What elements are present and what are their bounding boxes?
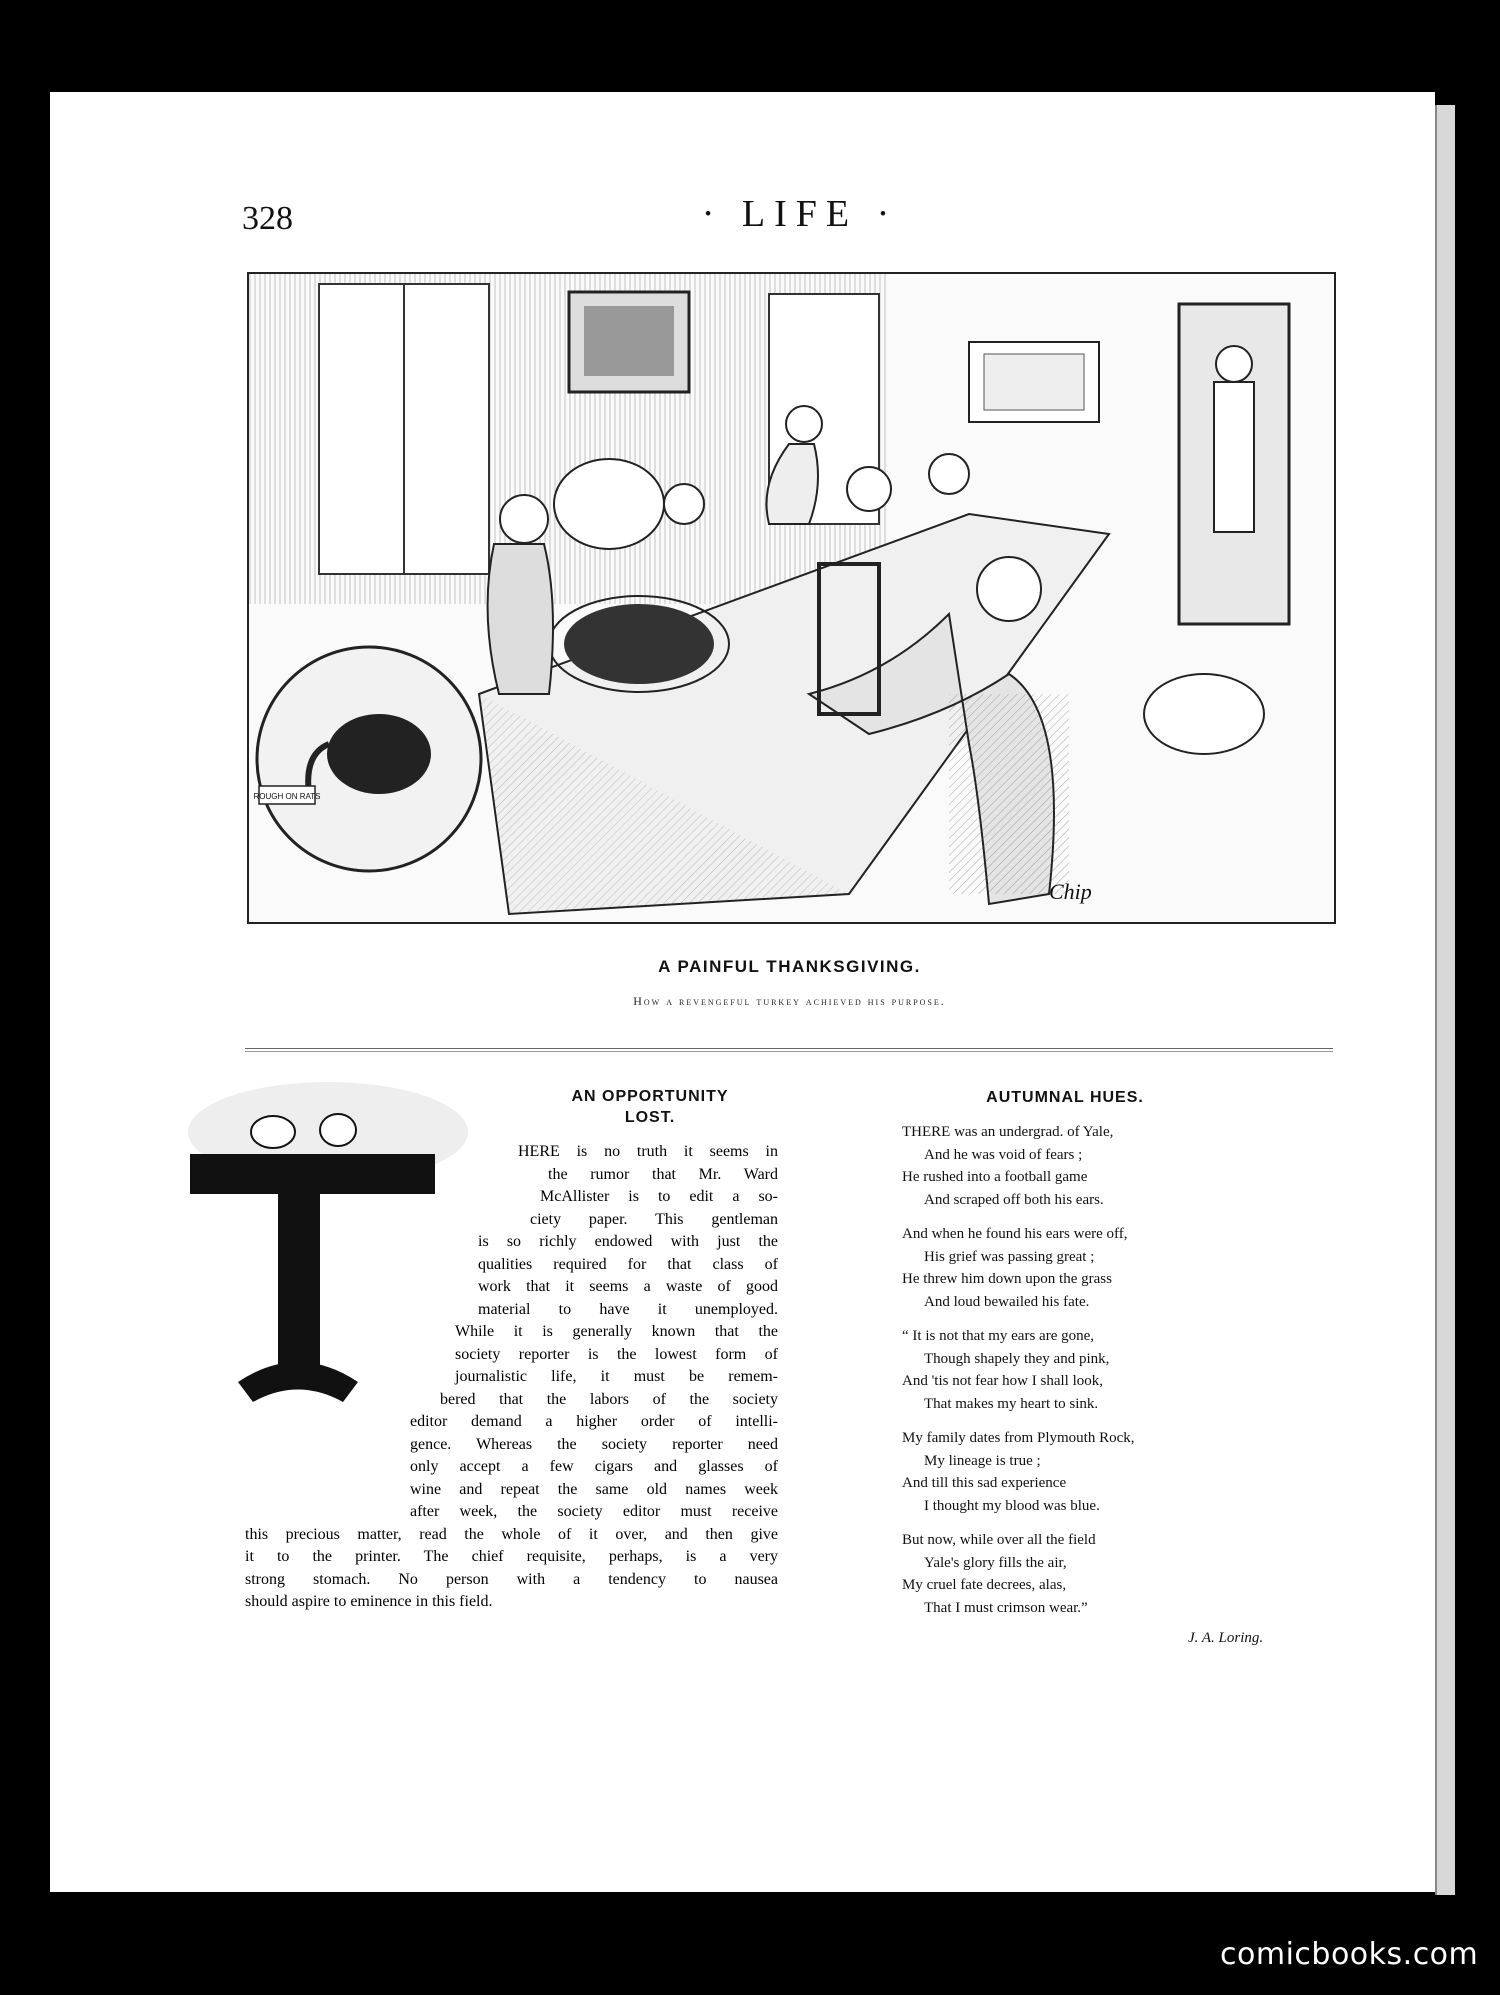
illustration-caption: A PAINFUL THANKSGIVING. bbox=[658, 957, 921, 976]
poem-line: And till this sad experience bbox=[902, 1475, 1067, 1491]
poem-line: That I must crimson wear.” bbox=[924, 1599, 1088, 1616]
site-watermark: comicbooks.com bbox=[1220, 1937, 1479, 1972]
poem-line: “ It is not that my ears are gone, bbox=[902, 1328, 1095, 1344]
poem-stanza bbox=[902, 1427, 1322, 1517]
cartoon-drawing bbox=[249, 274, 1334, 922]
article-line: qualities required for that class of bbox=[478, 1255, 778, 1273]
poem-body bbox=[902, 1121, 1322, 1631]
poem-stanza bbox=[902, 1223, 1322, 1313]
masthead-title: · LIFE · bbox=[701, 193, 899, 235]
cartoon-illustration bbox=[247, 272, 1336, 924]
article-title bbox=[520, 1086, 780, 1128]
page-spine bbox=[1435, 105, 1455, 1895]
poem-stanza bbox=[902, 1121, 1322, 1211]
article-title-line2: LOST. bbox=[624, 1109, 676, 1126]
poem-line: His grief was passing great ; bbox=[924, 1248, 1095, 1265]
poem-line: But now, while over all the field bbox=[902, 1532, 1096, 1548]
poem-author: J. A. Loring. bbox=[1188, 1630, 1264, 1646]
decorative-drop-cap-t bbox=[178, 1072, 478, 1432]
article-line: after week, the society editor must receive bbox=[410, 1503, 778, 1520]
article-line: HERE is no truth it seems in bbox=[518, 1143, 778, 1160]
article-line: editor demand a higher order of intelli- bbox=[410, 1413, 778, 1430]
poem-line: And scraped off both his ears. bbox=[924, 1191, 1104, 1208]
poem-line: That makes my heart to sink. bbox=[924, 1395, 1099, 1412]
article-line: ciety paper. This gentleman bbox=[530, 1210, 778, 1228]
rat-poison-label: ROUGH ON RATS bbox=[253, 792, 321, 801]
poem-line: My cruel fate decrees, alas, bbox=[902, 1577, 1067, 1593]
article-line: it to the printer. The chief requisite, perhaps, is a very bbox=[245, 1548, 778, 1565]
article-line: strong stomach. No person with a tendency to nausea bbox=[245, 1570, 778, 1588]
article-line: journalistic life, it must be remem- bbox=[455, 1368, 778, 1385]
artist-signature: Chip bbox=[1049, 879, 1092, 904]
article-line: bered that the labors of the society bbox=[440, 1390, 778, 1408]
illustration-subcaption: How a revengeful turkey achieved his purpose. bbox=[633, 994, 946, 1008]
poem-title: AUTUMNAL HUES. bbox=[986, 1089, 1144, 1106]
poem-line: My lineage is true ; bbox=[924, 1452, 1041, 1469]
poem-line: THERE was an undergrad. of Yale, bbox=[902, 1124, 1114, 1140]
poem-line: Though shapely they and pink, bbox=[924, 1350, 1110, 1367]
poem-line: And when he found his ears were off, bbox=[902, 1226, 1128, 1242]
article-line: this precious matter, read the whole of it over, and then give bbox=[245, 1525, 778, 1543]
article-line: the rumor that Mr. Ward bbox=[548, 1165, 778, 1183]
article-line: only accept a few cigars and glasses of bbox=[410, 1458, 778, 1475]
article-line: wine and repeat the same old names week bbox=[410, 1480, 778, 1498]
poem-line: And loud bewailed his fate. bbox=[924, 1293, 1090, 1310]
article-line: gence. Whereas the society reporter need bbox=[410, 1435, 778, 1453]
article-title-line1: AN OPPORTUNITY bbox=[571, 1088, 729, 1105]
article-line: material to have it unemployed. bbox=[478, 1300, 778, 1318]
section-divider bbox=[245, 1048, 1333, 1052]
article-line: While it is generally known that the bbox=[455, 1323, 778, 1340]
article-line: should aspire to eminence in this field. bbox=[245, 1593, 493, 1610]
article-line: society reporter is the lowest form of bbox=[455, 1345, 778, 1363]
poem-line: He rushed into a football game bbox=[902, 1169, 1088, 1185]
poem-line: And he was void of fears ; bbox=[924, 1146, 1083, 1163]
article-line: McAllister is to edit a so- bbox=[540, 1188, 778, 1205]
poem-line: I thought my blood was blue. bbox=[924, 1497, 1100, 1514]
article-line: is so richly endowed with just the bbox=[478, 1233, 778, 1250]
poem-line: And 'tis not fear how I shall look, bbox=[902, 1373, 1104, 1389]
poem-stanza bbox=[902, 1529, 1322, 1619]
poem-line: He threw him down upon the grass bbox=[902, 1271, 1112, 1287]
poem-line: My family dates from Plymouth Rock, bbox=[902, 1430, 1135, 1446]
page-number: 328 bbox=[242, 200, 293, 237]
poem-stanza bbox=[902, 1325, 1322, 1415]
poem-line: Yale's glory fills the air, bbox=[924, 1554, 1067, 1571]
article-line: work that it seems a waste of good bbox=[478, 1278, 778, 1295]
